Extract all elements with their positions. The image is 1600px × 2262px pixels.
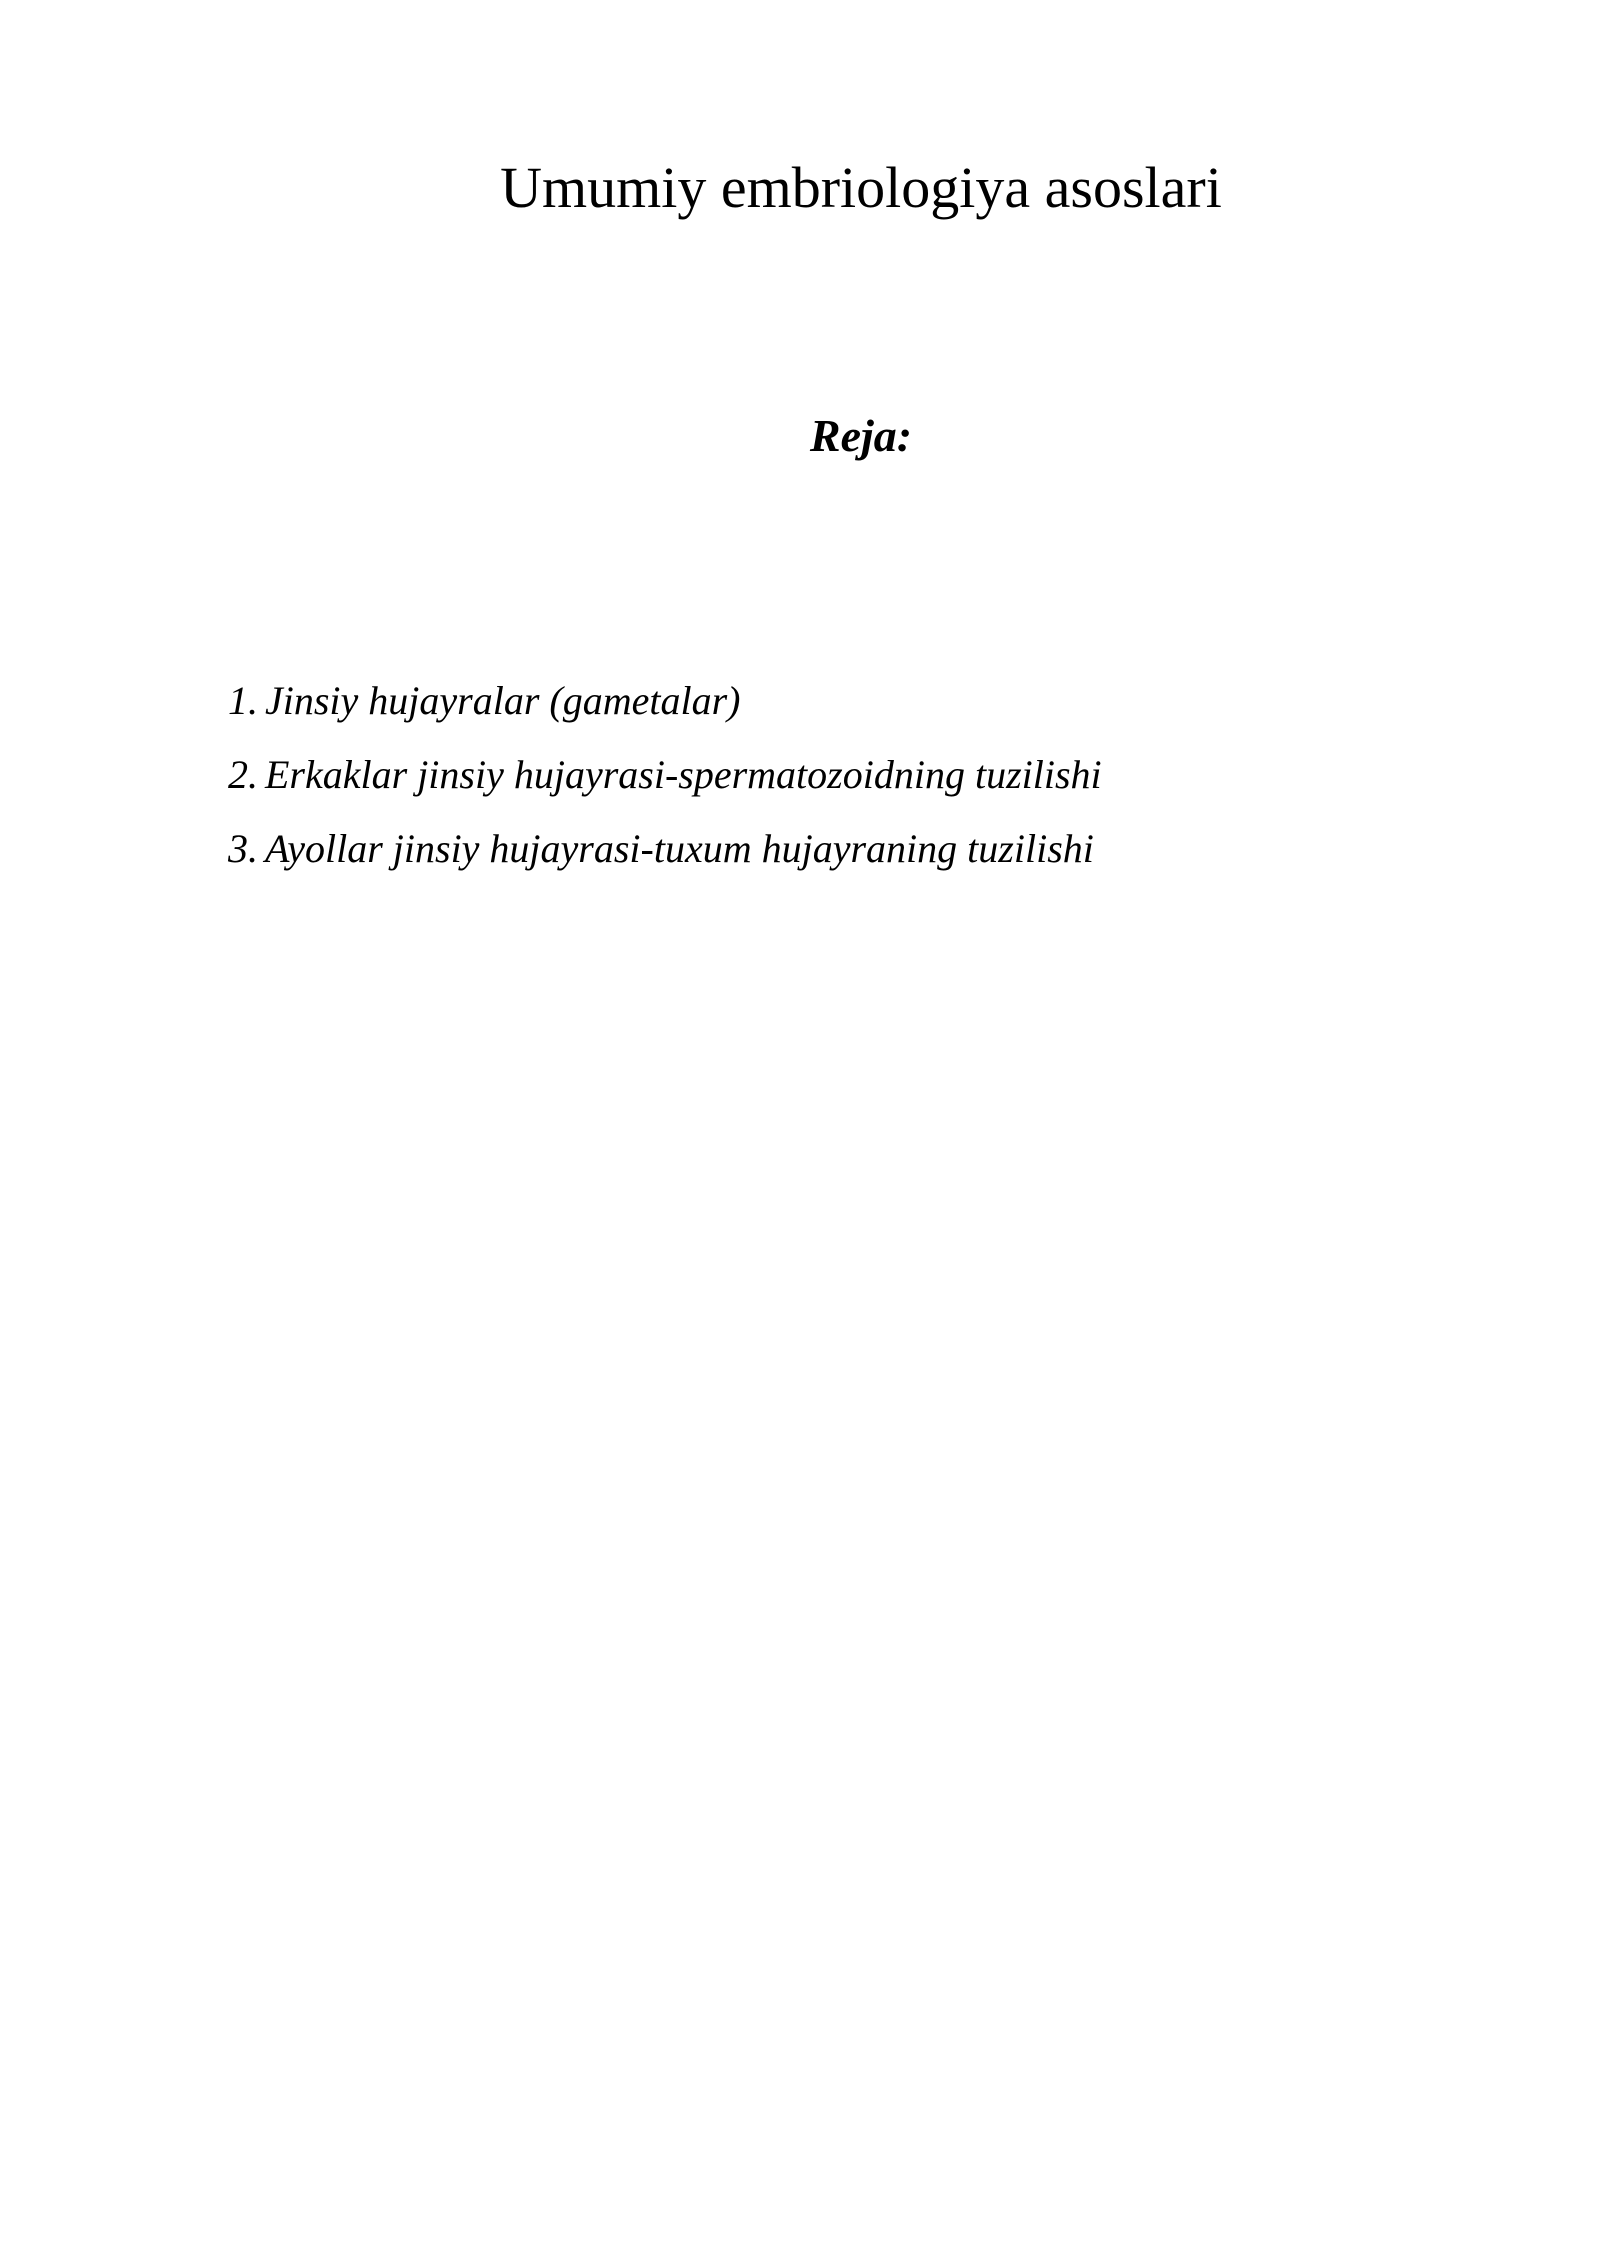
plan-heading: Reja: — [809, 410, 913, 461]
plan-item-text: Jinsiy hujayralar (gametalar) — [265, 678, 741, 723]
page-title: Umumiy embriologiya asoslari — [500, 155, 1222, 220]
plan-item — [228, 738, 1102, 812]
plan-item-text: Ayollar jinsiy hujayrasi-tuxum hujayraning tuzilishi — [265, 826, 1094, 871]
plan-list — [228, 664, 1102, 886]
plan-item-number: 1. — [228, 678, 258, 723]
plan-item — [228, 812, 1102, 886]
plan-item — [228, 664, 1102, 738]
plan-item-number: 2. — [228, 752, 258, 797]
plan-item-text: Erkaklar jinsiy hujayrasi-spermatozoidning tuzilishi — [265, 752, 1102, 797]
plan-item-number: 3. — [228, 826, 258, 871]
